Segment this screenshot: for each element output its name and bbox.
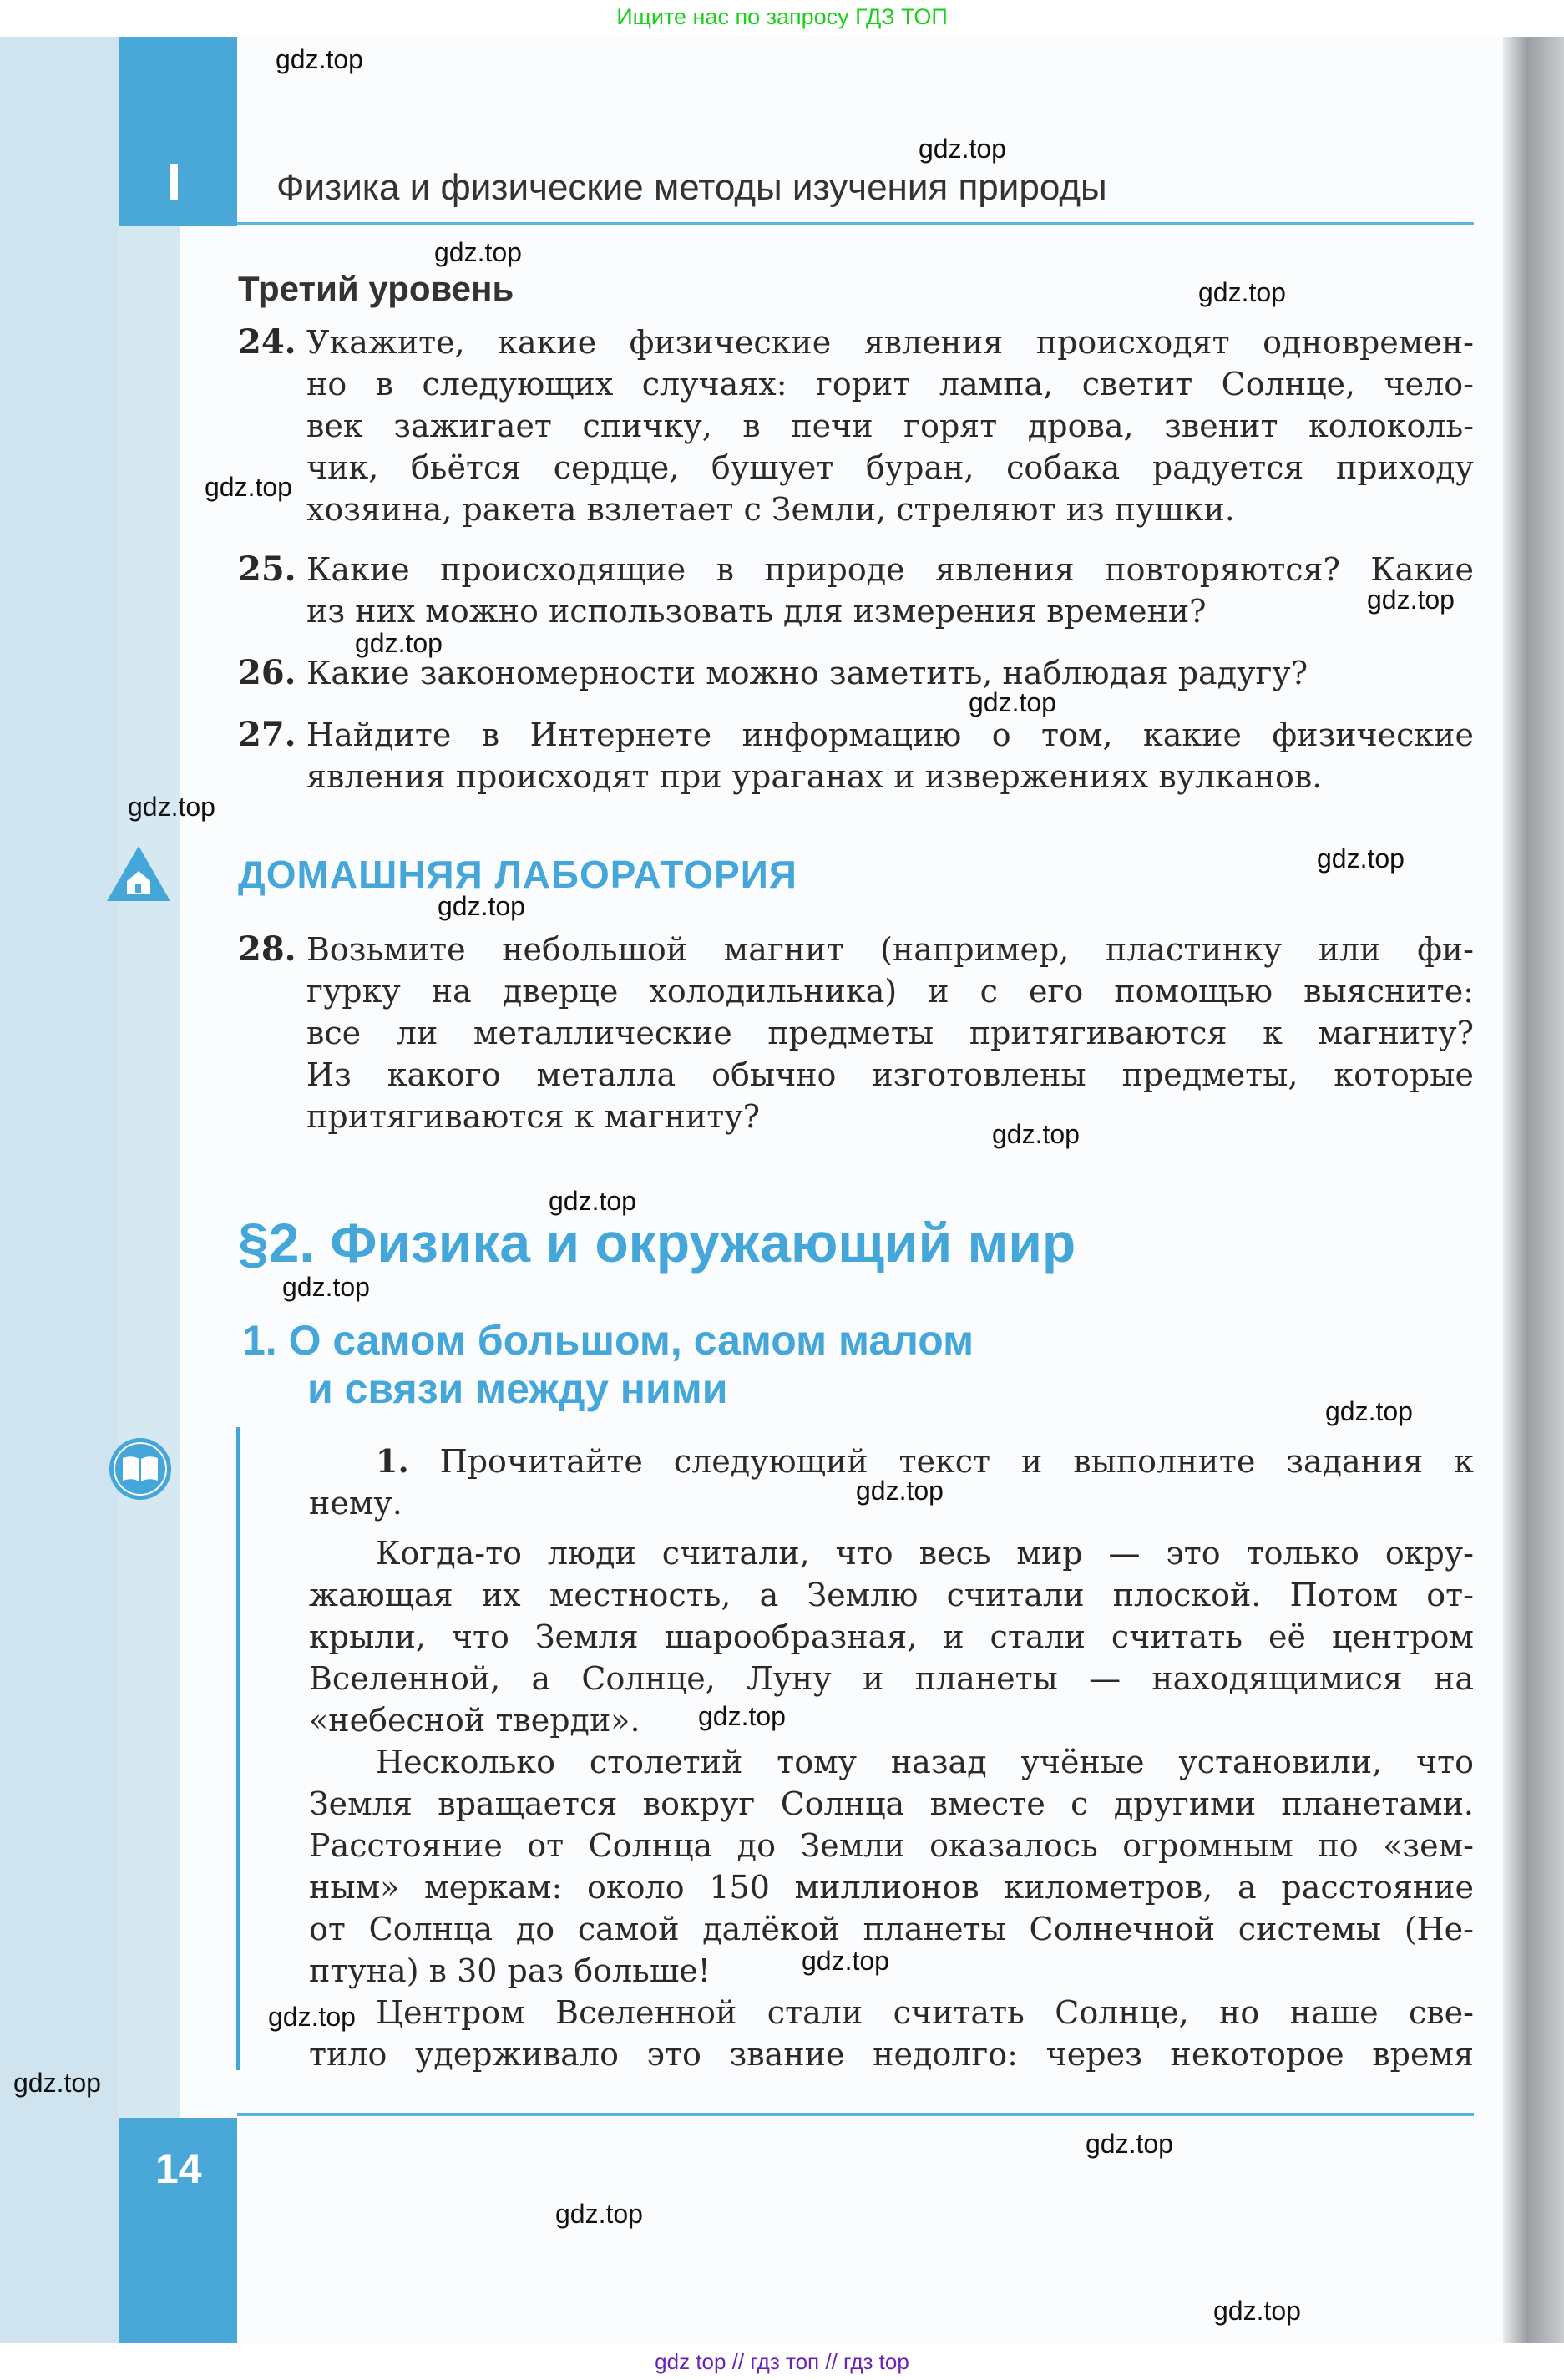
subsection-title-line2: и связи между ними: [307, 1365, 728, 1412]
left-edge-strip: [0, 37, 119, 2343]
chapter-title: Физика и физические методы изучения природы: [276, 167, 1107, 208]
task-line: Найдите в Интернете информацию о том, какие физические: [306, 717, 1474, 753]
text-line: «небесной тверди».: [309, 1702, 640, 1739]
top-banner-text: Ищите нас по запросу ГДЗ ТОП: [616, 4, 948, 29]
footer-divider: [237, 2113, 1474, 2116]
page-binding-shadow: [1503, 37, 1564, 2343]
chapter-number-glyph: [170, 164, 178, 200]
watermark: gdz.top: [268, 2002, 356, 2032]
task-line: нему.: [309, 1485, 402, 1522]
watermark: gdz.top: [13, 2068, 101, 2098]
bottom-banner: [0, 2343, 1564, 2380]
subsection-title-line1: 1. О самом большом, самом малом: [242, 1317, 974, 1364]
text-line: птуна) в 30 раз больше!: [309, 1952, 711, 1989]
watermark: gdz.top: [282, 1272, 370, 1302]
watermark: gdz.top: [555, 2199, 643, 2229]
task-line: 1. Прочитайте следующий текст и выполните задания к: [376, 1442, 1474, 1480]
text-line: Вселенной, а Солнце, Луну и планеты — находящимися на: [309, 1660, 1474, 1697]
task-line: все ли металлические предметы притягиваются к магниту?: [306, 1015, 1474, 1051]
task-line: Возьмите небольшой магнит (например, пластинку или фи-: [306, 931, 1474, 968]
task-line: гурку на дверце холодильника) и с его помощью выясните:: [306, 973, 1474, 1010]
watermark: gdz.top: [1198, 277, 1286, 307]
watermark: gdz.top: [919, 134, 1006, 164]
house-icon: [107, 846, 170, 901]
watermark: gdz.top: [802, 1946, 889, 1976]
task-number: 26.: [238, 653, 296, 692]
book-icon: [109, 1438, 171, 1500]
task-number: 24.: [238, 322, 296, 362]
watermark: gdz.top: [438, 891, 525, 921]
level-heading: Третий уровень: [238, 269, 514, 308]
text-line: Расстояние от Солнца до Земли оказалось огромным по «зем-: [309, 1827, 1474, 1864]
text-line: жающая их местность, а Землю считали плоской. Потом от-: [309, 1577, 1474, 1613]
task-line: хозяина, ракета взлетает с Земли, стреляют из пушки.: [306, 491, 1235, 528]
task-number: 27.: [238, 715, 296, 754]
text-line: Когда-то люди считали, что весь мир — это только окру-: [376, 1535, 1474, 1572]
top-banner: [0, 0, 1564, 37]
watermark: gdz.top: [1086, 2129, 1173, 2159]
watermark: gdz.top: [698, 1701, 786, 1731]
chapter-tab: [119, 37, 237, 226]
watermark: gdz.top: [1367, 585, 1455, 615]
watermark: gdz.top: [1325, 1396, 1413, 1426]
watermark: gdz.top: [549, 1186, 636, 1216]
watermark: gdz.top: [1213, 2296, 1301, 2326]
task-line: чик, бьётся сердце, бушует буран, собака радуется приходу: [306, 449, 1474, 486]
task-line: из них можно использовать для измерения времени?: [306, 593, 1207, 630]
watermark: gdz.top: [856, 1476, 944, 1506]
home-lab-heading: ДОМАШНЯЯ ЛАБОРАТОРИЯ: [238, 853, 797, 896]
watermark: gdz.top: [128, 792, 215, 822]
watermark: gdz.top: [969, 687, 1056, 717]
watermark: gdz.top: [1317, 843, 1405, 874]
task-line: но в следующих случаях: горит лампа, светит Солнце, чело-: [306, 366, 1474, 403]
task-line: век зажигает спичку, в печи горят дрова, звенит колоколь-: [306, 408, 1474, 444]
task-24: [238, 322, 1474, 530]
task-line: Какие происходящие в природе явления повторяются? Какие: [306, 551, 1474, 588]
task-line: Какие закономерности можно заметить, наблюдая радугу?: [306, 655, 1308, 691]
section-title: §2. Физика и окружающий мир: [238, 1212, 1076, 1274]
text-line: ным» меркам: около 150 миллионов километров, а расстояние: [309, 1869, 1474, 1906]
watermark: gdz.top: [992, 1119, 1080, 1149]
watermark: gdz.top: [276, 44, 363, 74]
task-number: 25.: [238, 549, 296, 589]
text-line: тило удерживало это звание недолго: через некоторое время: [309, 2036, 1474, 2073]
text-line: от Солнца до самой далёкой планеты Солнечной системы (Не-: [309, 1911, 1474, 1947]
bottom-banner-text: gdz top // гдз топ // гдз top: [655, 2349, 909, 2374]
task-number: 28.: [238, 929, 296, 969]
header-divider: [237, 222, 1474, 225]
watermark: gdz.top: [205, 472, 292, 502]
task-25: [238, 549, 1474, 632]
reading-text: [309, 1532, 1474, 2075]
text-line: крыли, что Земля шарообразная, и стали считать её центром: [309, 1618, 1474, 1655]
task-line: Укажите, какие физические явления происходят одновремен-: [306, 324, 1474, 361]
page-number: 14: [155, 2145, 202, 2192]
text-line: Центром Вселенной стали считать Солнце, но наше све-: [376, 1994, 1474, 2031]
watermark: gdz.top: [355, 628, 443, 658]
task-line: притягиваются к магниту?: [306, 1098, 761, 1135]
task-27: [238, 714, 1474, 798]
task-line: явления происходят при ураганах и извержениях вулканов.: [306, 758, 1323, 795]
text-line: Земля вращается вокруг Солнца вместе с другими планетами.: [309, 1785, 1474, 1822]
text-line: Несколько столетий тому назад учёные установили, что: [376, 1744, 1474, 1780]
task-line: Из какого металла обычно изготовлены предметы, которые: [306, 1056, 1474, 1093]
watermark: gdz.top: [434, 237, 522, 267]
task-28: [238, 929, 1474, 1137]
reading-marker-line: [236, 1427, 240, 2070]
